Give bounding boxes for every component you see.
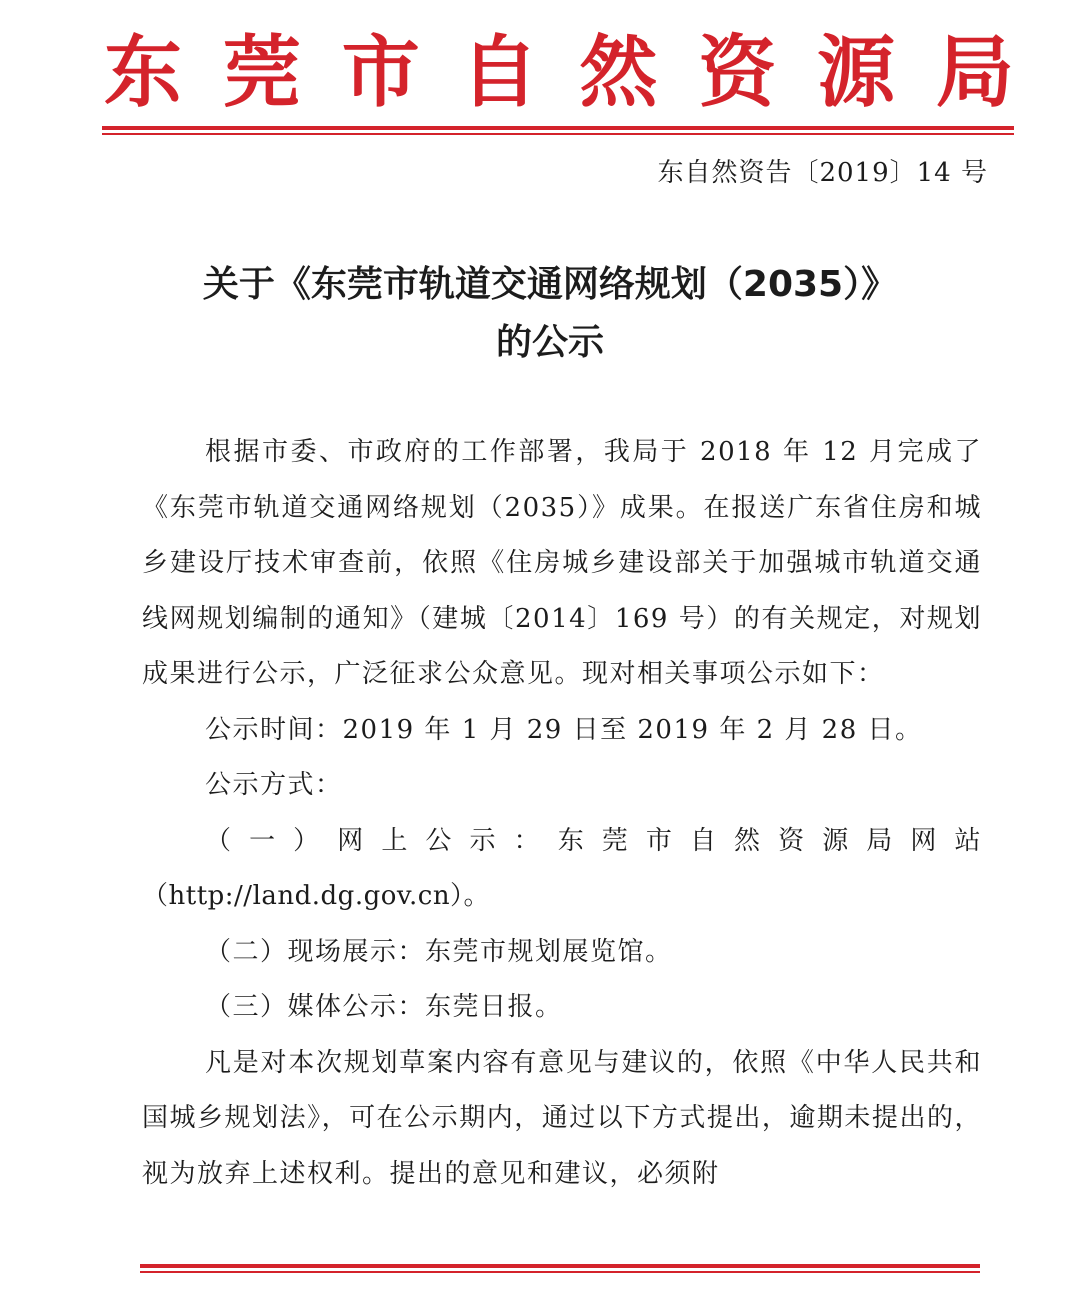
letterhead-divider-thick bbox=[102, 126, 1014, 130]
paragraph-method1: （一）网上公示：东莞市自然资源局网站 bbox=[205, 825, 982, 856]
letterhead-char: 源 bbox=[817, 27, 896, 118]
paragraph-intro: 根据市委、市政府的工作部署，我局于 2018 年 12 月完成了《东莞市轨道交通网络规划（2035）》成果。在报送广东省住房和城乡建设厅技术审查前，依照《住房城乡建设部关于加强城市轨道交通线网规划编制的通知》（建城〔2014〕169 号）的有关规定，对规划成果进行公示，广泛征求公众意见。现对相关事项公示如下： bbox=[142, 437, 982, 689]
paragraph-method3: （三）媒体公示：东莞日报。 bbox=[205, 992, 563, 1022]
footer-divider-thick bbox=[140, 1264, 980, 1268]
document-title-line2: 的公示 bbox=[495, 322, 604, 363]
letterhead-char: 局 bbox=[935, 27, 1014, 118]
paragraph-period: 公示时间：2019 年 1 月 29 日至 2019 年 2 月 28 日。 bbox=[205, 714, 923, 745]
letterhead-divider-thin bbox=[102, 133, 1014, 135]
letterhead-char: 东 bbox=[104, 27, 183, 118]
footer-divider-thin bbox=[140, 1271, 980, 1273]
paragraph-methods-heading: 公示方式： bbox=[205, 770, 343, 800]
letterhead bbox=[104, 28, 1014, 118]
letterhead-char: 莞 bbox=[222, 27, 301, 118]
letterhead-char: 自 bbox=[460, 27, 539, 118]
letterhead-char: 然 bbox=[579, 27, 658, 118]
document-title-line1: 关于《东莞市轨道交通网络规划（2035）》 bbox=[202, 264, 898, 305]
document-body bbox=[142, 425, 982, 1202]
paragraph-feedback: 凡是对本次规划草案内容有意见与建议的，依照《中华人民共和国城乡规划法》，可在公示期内，通过以下方式提出，逾期未提出的，视为放弃上述权利。提出的意见和建议，必须附 bbox=[142, 1047, 982, 1189]
letterhead-char: 资 bbox=[698, 27, 777, 118]
website-url: （http://land.dg.gov.cn）。 bbox=[142, 881, 491, 911]
document-number: 东自然资告〔2019〕14 号 bbox=[657, 158, 988, 188]
paragraph-method2: （二）现场展示：东莞市规划展览馆。 bbox=[205, 936, 673, 967]
letterhead-char: 市 bbox=[341, 27, 420, 118]
